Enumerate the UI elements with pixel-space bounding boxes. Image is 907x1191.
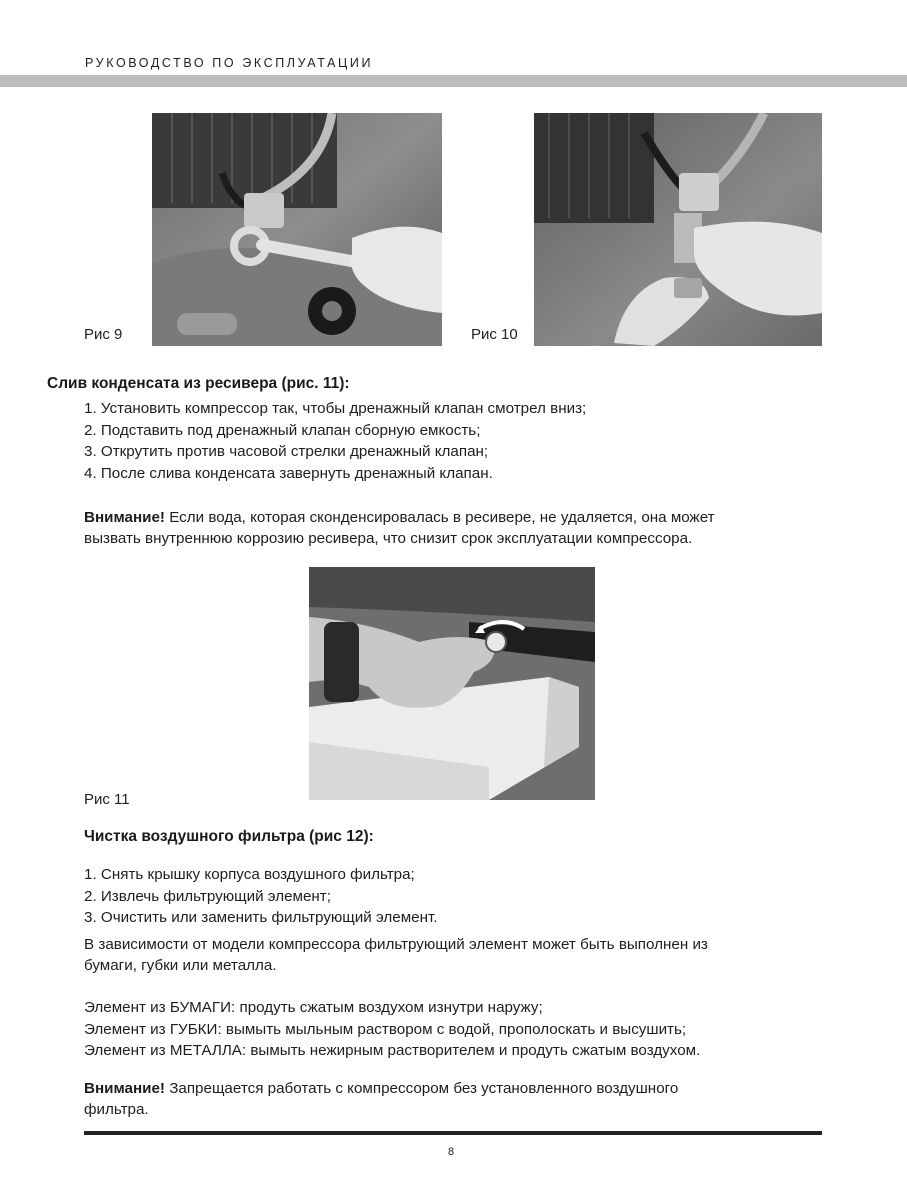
warning-label: Внимание! [84, 509, 165, 526]
filter-material-line1: В зависимости от модели компрессора фильтрующий элемент может быть выполнен из [84, 936, 708, 953]
fig9-caption: Рис 9 [84, 326, 123, 343]
filter-warning [84, 1078, 678, 1099]
page-number: 8 [448, 1146, 455, 1158]
drain-steps-list [84, 398, 586, 484]
drain-warning-line2: вызвать внутреннюю коррозию ресивера, что снизит срок эксплуатации компрессора. [84, 530, 693, 547]
fig10-caption: Рис 10 [471, 326, 518, 343]
header-bar [0, 75, 907, 87]
list-item: Элемент из БУМАГИ: продуть сжатым воздухом изнутри наружу; [84, 999, 543, 1016]
fig10-photo [534, 113, 822, 346]
page-header-title: РУКОВОДСТВО ПО ЭКСПЛУАТАЦИИ [85, 56, 374, 70]
filter-warning-line2: фильтра. [84, 1101, 149, 1118]
list-item: Элемент из МЕТАЛЛА: вымыть нежирным растворителем и продуть сжатым воздухом. [84, 1042, 701, 1059]
list-item: 1. Установить компрессор так, чтобы дренажный клапан смотрел вниз; [84, 400, 587, 417]
list-item: 3. Очистить или заменить фильтрующий элемент. [84, 909, 438, 926]
list-item: Элемент из ГУБКИ: вымыть мыльным раствором с водой, прополоскать и высушить; [84, 1020, 687, 1038]
list-item: 4. После слива конденсата завернуть дренажный клапан. [84, 464, 493, 482]
warning-label: Внимание! [84, 1080, 165, 1097]
drain-warning [84, 507, 715, 528]
filter-steps-list [84, 864, 437, 929]
drain-heading: Слив конденсата из ресивера (рис. 11): [47, 375, 350, 392]
list-item: 1. Снять крышку корпуса воздушного фильтра; [84, 866, 415, 883]
list-item: 2. Подставить под дренажный клапан сборную емкость; [84, 421, 481, 439]
list-item: 3. Открутить против часовой стрелки дренажный клапан; [84, 443, 489, 460]
warning-text-line1: Если вода, которая сконденсировалась в ресивере, не удаляется, она может [164, 509, 715, 526]
filter-heading: Чистка воздушного фильтра (рис 12): [84, 828, 374, 845]
fig11-caption: Рис 11 [84, 791, 130, 808]
fig9-photo [152, 113, 442, 346]
fig11-photo [309, 567, 595, 800]
footer-rule [84, 1131, 822, 1135]
filter-materials-list [84, 997, 700, 1062]
list-item: 2. Извлечь фильтрующий элемент; [84, 887, 331, 905]
filter-material-line2: бумаги, губки или металла. [84, 957, 277, 974]
warning-text-line1: Запрещается работать с компрессором без установленного воздушного [164, 1080, 679, 1097]
